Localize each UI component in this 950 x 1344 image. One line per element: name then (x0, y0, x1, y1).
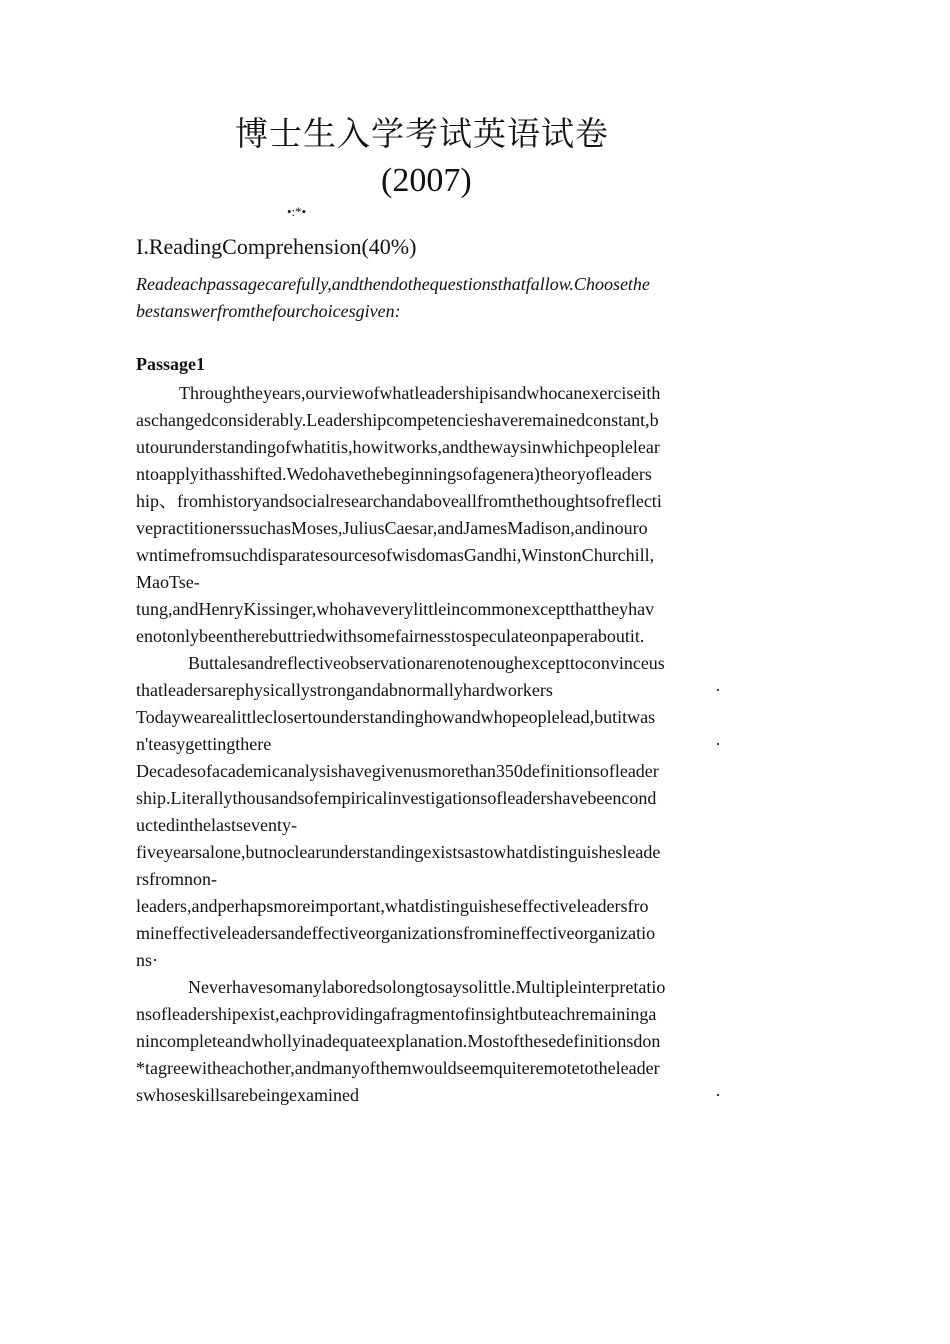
end-dot: · (715, 680, 721, 700)
section-heading: I.ReadingComprehension(40%) (136, 234, 417, 259)
passage-line: uctedinthelastseventy- (136, 815, 297, 835)
passage-line: MaoTse- (136, 572, 200, 592)
passage-line: Throughtheyears,ourviewofwhatleadershipisandwhocanexerciseith (179, 383, 661, 403)
passage-line: fiveyearsalone,butnoclearunderstandingexistsastowhatdistinguishesleade (136, 842, 661, 862)
instructions-line: Readeachpassagecarefully,andthendothequestionsthatfallow.Choosethe (136, 274, 650, 294)
end-dot: · (715, 734, 721, 754)
passage-label: Passage1 (136, 354, 205, 374)
passage-line: hip、fromhistoryandsocialresearchandaboveallfromthethoughtsofreflecti (136, 491, 662, 511)
passage-line: ns· (136, 950, 158, 970)
passage-line: enotonlybeentherebuttriedwithsomefairnesstospeculateonpaperaboutit. (136, 626, 645, 646)
passage-line: *tagreewitheachother,andmanyofthemwouldseemquiteremotetotheleader (136, 1058, 660, 1078)
passage-line-with-dot (136, 1082, 729, 1109)
instructions (136, 271, 736, 325)
passage-line: Buttalesandreflectiveobservationarenotenoughexcepttoconvinceus (188, 653, 665, 673)
passage-line-text: thatleadersarephysicallystrongandabnormallyhardworkers (136, 680, 553, 700)
instructions-line: bestanswerfromthefourchoicesgiven: (136, 301, 401, 321)
passage-line: Neverhavesomanylaboredsolongtosaysolittle.Multipleinterpretatio (188, 977, 666, 997)
passage-line: mineffectiveleadersandeffectiveorganizationsfromineffectiveorganizatio (136, 923, 656, 943)
passage-line-text: swhoseskillsarebeingexamined (136, 1085, 359, 1105)
passage-line: wntimefromsuchdisparatesourcesofwisdomasGandhi,WinstonChurchill, (136, 545, 655, 565)
passage-line-with-dot (136, 731, 729, 758)
passage-line: ship.Literallythousandsofempiricalinvestigationsofleadershavebeencond (136, 788, 657, 808)
decorative-mark: •:*• (287, 204, 307, 219)
end-dot: · (715, 1085, 721, 1105)
passage-line: nincompleteandwhollyinadequateexplanation.Mostofthesedefinitionsdon (136, 1031, 661, 1051)
passage-line: ntoapplyithasshifted.Wedohavethebeginningsofagenera)theoryofleaders (136, 464, 652, 484)
document-year: (2007) (381, 162, 472, 199)
passage-line: rsfromnon- (136, 869, 217, 889)
passage-line: tung,andHenryKissinger,whohaveverylittleincommonexceptthattheyhav (136, 599, 655, 619)
passage-line-text: n'teasygettingthere (136, 734, 272, 754)
passage-line: utourunderstandingofwhatitis,howitworks,andthewaysinwhichpeoplelear (136, 437, 660, 457)
passage-line: Decadesofacademicanalysishavegivenusmorethan350definitionsofleader (136, 761, 659, 781)
passage-line: leaders,andperhapsmoreimportant,whatdistinguisheseffectiveleadersfro (136, 896, 649, 916)
passage-line: Todaywearealittleclosertounderstandinghowandwhopeoplelead,butitwas (136, 707, 656, 727)
passage-line: vepractitionerssuchasMoses,JuliusCaesar,andJamesMadison,andinouro (136, 518, 648, 538)
passage-line: aschangedconsiderably.Leadershipcompetencieshaveremainedconstant,b (136, 410, 659, 430)
passage-line-with-dot (136, 677, 729, 704)
passage-body (136, 380, 729, 1109)
passage-line: nsofleadershipexist,eachprovidingafragmentofinsightbuteachremaininga (136, 1004, 657, 1024)
document-title: 博士生入学考试英语试卷 (235, 114, 609, 153)
